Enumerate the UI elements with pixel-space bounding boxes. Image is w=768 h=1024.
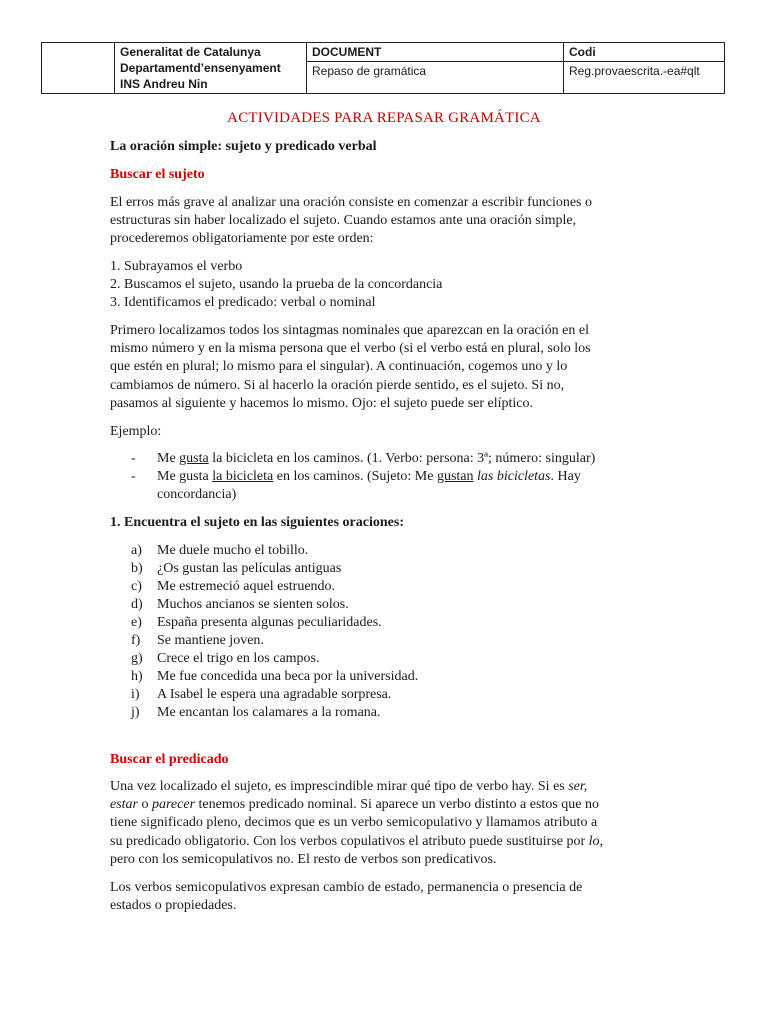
list-marker: j) (131, 705, 140, 720)
list-item: Muchos ancianos se sienten solos. (157, 597, 349, 612)
semicopulative-paragraph (110, 879, 650, 915)
examples-list (0, 450, 768, 504)
list-marker: f) (131, 633, 141, 648)
intro-line: El erros más grave al analizar una oración consiste en comenzar a escribir funciones o (110, 195, 593, 210)
list-marker: h) (131, 669, 143, 684)
predicate-paragraph (110, 778, 650, 869)
list-marker: e) (131, 615, 142, 630)
list-item: España presenta algunas peculiaridades. (157, 615, 382, 630)
example-dash: - (131, 451, 136, 466)
list-marker: d) (131, 597, 143, 612)
method-line: mismo número y en la misma persona que el verbo (si el verbo está en plural, solo los (110, 341, 591, 357)
section-heading: La oración simple: sujeto y predicado verbal (110, 139, 377, 154)
method-line: Primero localizamos todos los sintagmas nominales que aparezcan en la oración en el (110, 323, 589, 338)
step-item: 3. Identificamos el predicado: verbal o nominal (110, 295, 376, 311)
list-item: Me encantan los calamares a la romana. (157, 705, 381, 720)
example-item-2: Me gusta la bicicleta en los caminos. (Sujeto: Me gustan las bicicletas. Hay (157, 469, 581, 484)
step-item: 1. Subrayamos el verbo (110, 259, 243, 274)
predicate-line: pero con los semicopulativos no. El resto de verbos son predicativos. (110, 851, 497, 867)
step-item: 2. Buscamos el sujeto, usando la prueba de la concordancia (110, 277, 443, 293)
document-header-table (41, 42, 725, 94)
predicate-line: tiene significado pleno, decimos que es un verbo semicopulativo y llamamos atributo a (110, 815, 598, 831)
semicop-line: estados o propiedades. (110, 898, 237, 914)
list-marker: g) (131, 651, 143, 666)
predicate-line: su predicado obligatorio. Con los verbos copulativos el atributo puede sustituirse por lo, (110, 833, 604, 849)
exercise-list (0, 542, 768, 724)
list-item: Se mantiene joven. (157, 633, 264, 648)
list-item: Me fue concedida una beca por la universidad. (157, 669, 419, 684)
code-label: Codi (564, 43, 725, 62)
list-item: A Isabel le espera una agradable sorpresa. (157, 687, 392, 702)
method-line: que estén en plural; lo mismo para el singular). A continuación, cogemos uno y lo (110, 359, 568, 375)
intro-line: estructuras sin haber localizado el sujeto. Cuando estamos ante una oración simple, (110, 213, 577, 229)
example-item-1: Me gusta la bicicleta en los caminos. (1. Verbo: persona: 3ª; número: singular) (157, 451, 596, 466)
list-item: ¿Os gustan las películas antiguas (157, 561, 342, 576)
italic-subject: las bicicletas (477, 469, 551, 484)
semicop-line: Los verbos semicopulativos expresan cambio de estado, permanencia o presencia de (110, 880, 583, 895)
list-item: Me estremeció aquel estruendo. (157, 579, 336, 594)
underlined-verb: gustan (436, 469, 474, 484)
underlined-verb: gusta (179, 451, 209, 466)
exercise-heading: 1. Encuentra el sujeto en las siguientes oraciones: (110, 515, 404, 530)
predicate-line: Una vez localizado el sujeto, es imprescindible mirar qué tipo de verbo hay. Si es ser, (110, 779, 588, 794)
list-marker: i) (131, 687, 140, 702)
school-line-3: INS Andreu Nin (120, 77, 208, 91)
example-dash: - (131, 469, 136, 484)
list-marker: c) (131, 579, 142, 594)
intro-line: procederemos obligatoriamente por este orden: (110, 231, 374, 247)
doc-value: Repaso de gramática (307, 62, 564, 94)
example-label: Ejemplo: (110, 424, 162, 439)
doc-label: DOCUMENT (307, 43, 564, 62)
list-marker: a) (131, 543, 142, 558)
example-item-2-continued: concordancia) (157, 487, 237, 502)
logo-cell (42, 43, 115, 94)
method-paragraph (110, 322, 650, 413)
school-line-1: Generalitat de Catalunya (120, 45, 261, 59)
intro-paragraph (110, 194, 650, 249)
subsection-heading-predicate: Buscar el predicado (110, 752, 229, 767)
code-value: Reg.provaescrita.-ea#qlt (564, 62, 725, 94)
predicate-line: estar o parecer tenemos predicado nominal. Si aparece un verbo distinto a estos que no (110, 797, 599, 813)
method-line: pasamos al siguiente y hacemos lo mismo. Ojo: el sujeto puede ser elíptico. (110, 395, 534, 411)
list-marker: b) (131, 561, 143, 576)
list-item: Me duele mucho el tobillo. (157, 543, 309, 558)
underlined-subject: la bicicleta (212, 469, 274, 484)
school-line-2: Departamentd’ensenyament (120, 61, 281, 75)
page-title: ACTIVIDADES PARA REPASAR GRAMÁTICA (227, 110, 541, 126)
list-item: Crece el trigo en los campos. (157, 651, 320, 666)
method-line: cambiamos de número. Si al hacerlo la oración pierde sentido, es el sujeto. Si no, (110, 377, 565, 393)
school-cell (115, 43, 307, 94)
steps-list (110, 258, 650, 313)
subsection-heading-subject: Buscar el sujeto (110, 167, 205, 182)
